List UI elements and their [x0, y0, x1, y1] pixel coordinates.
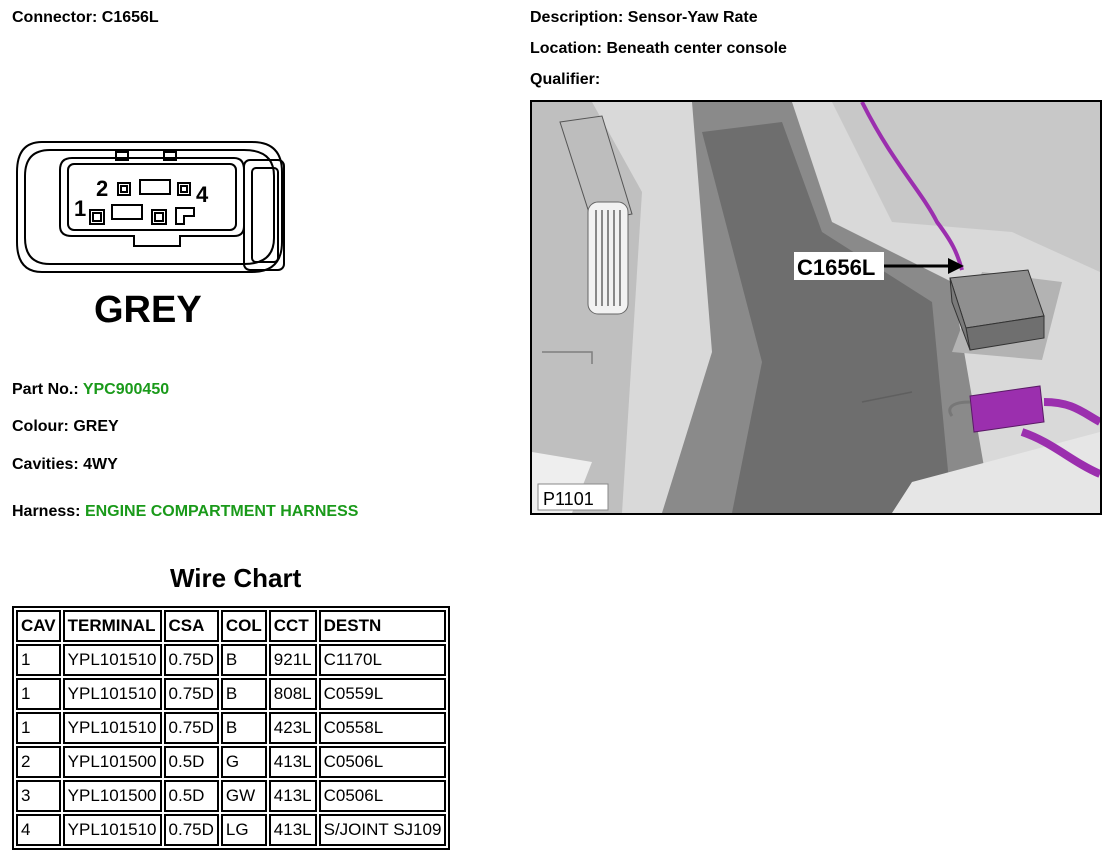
column-header: CSA [164, 610, 219, 642]
part-no-line [12, 381, 169, 399]
description-line [530, 9, 758, 27]
harness-line [12, 503, 358, 521]
cell-col: GW [221, 780, 267, 812]
cell-terminal: YPL101500 [63, 746, 162, 778]
cell-cct: 413L [269, 780, 317, 812]
cell-csa: 0.75D [164, 712, 219, 744]
table-row [16, 746, 446, 778]
part-no-link[interactable]: YPC900450 [82, 381, 170, 398]
table-header-row [16, 610, 446, 642]
cell-terminal: YPL101510 [63, 678, 162, 710]
connector-label: Connector: [12, 9, 98, 26]
wire-chart-title: Wire Chart [170, 563, 302, 593]
cell-cct: 808L [269, 678, 317, 710]
cell-cav: 1 [16, 712, 61, 744]
table-row [16, 712, 446, 744]
column-header: TERMINAL [63, 610, 162, 642]
colour-text: GREY [94, 289, 202, 330]
cavities-line [12, 456, 118, 474]
cell-terminal: YPL101510 [63, 644, 162, 676]
connector-value: C1656L [101, 9, 159, 26]
harness-label: Harness: [12, 503, 81, 520]
cell-csa: 0.75D [164, 678, 219, 710]
harness-link[interactable]: ENGINE COMPARTMENT HARNESS [84, 503, 359, 520]
table-row [16, 644, 446, 676]
table-row [16, 780, 446, 812]
description-label: Description: [530, 9, 624, 26]
location-line [530, 40, 787, 58]
location-photo [530, 100, 1102, 515]
column-header: CAV [16, 610, 61, 642]
cell-cct: 413L [269, 746, 317, 778]
cell-destn: C1170L [319, 644, 447, 676]
cavities-value: 4WY [83, 456, 118, 473]
photo-callout: C1656L [797, 255, 876, 280]
cell-col: B [221, 644, 267, 676]
cell-col: B [221, 712, 267, 744]
cell-destn: C0559L [319, 678, 447, 710]
cell-terminal: YPL101510 [63, 814, 162, 846]
cell-col: G [221, 746, 267, 778]
cell-destn: C0506L [319, 780, 447, 812]
column-header: CCT [269, 610, 317, 642]
pin-label-4: 4 [196, 182, 209, 207]
cell-cct: 413L [269, 814, 317, 846]
cell-destn: S/JOINT SJ109 [319, 814, 447, 846]
cell-terminal: YPL101510 [63, 712, 162, 744]
location-value: Beneath center console [606, 40, 787, 57]
cell-col: LG [221, 814, 267, 846]
table-row [16, 814, 446, 846]
colour-value: GREY [73, 418, 119, 435]
cell-cct: 921L [269, 644, 317, 676]
cell-csa: 0.75D [164, 814, 219, 846]
description-value: Sensor-Yaw Rate [627, 9, 758, 26]
colour-line [12, 418, 119, 436]
cell-csa: 0.5D [164, 780, 219, 812]
cavities-label: Cavities: [12, 456, 79, 473]
column-header: DESTN [319, 610, 447, 642]
cell-csa: 0.5D [164, 746, 219, 778]
cell-col: B [221, 678, 267, 710]
part-no-label: Part No.: [12, 381, 79, 398]
connector-line [12, 9, 159, 27]
cell-cav: 4 [16, 814, 61, 846]
cell-cav: 3 [16, 780, 61, 812]
table-row [16, 678, 446, 710]
cell-cav: 2 [16, 746, 61, 778]
pin-label-2: 2 [96, 176, 109, 201]
connector-face-icon [12, 130, 292, 330]
location-illustration [532, 102, 1100, 513]
pin-label-1: 1 [74, 196, 87, 221]
cell-terminal: YPL101500 [63, 780, 162, 812]
cell-destn: C0558L [319, 712, 447, 744]
cell-cav: 1 [16, 678, 61, 710]
photo-ref: P1101 [543, 489, 594, 509]
column-header: COL [221, 610, 267, 642]
wire-chart-table [12, 606, 450, 850]
qualifier-label: Qualifier: [530, 71, 601, 88]
cell-destn: C0506L [319, 746, 447, 778]
cell-cct: 423L [269, 712, 317, 744]
cell-cav: 1 [16, 644, 61, 676]
cell-csa: 0.75D [164, 644, 219, 676]
colour-label: Colour: [12, 418, 69, 435]
location-label: Location: [530, 40, 602, 57]
